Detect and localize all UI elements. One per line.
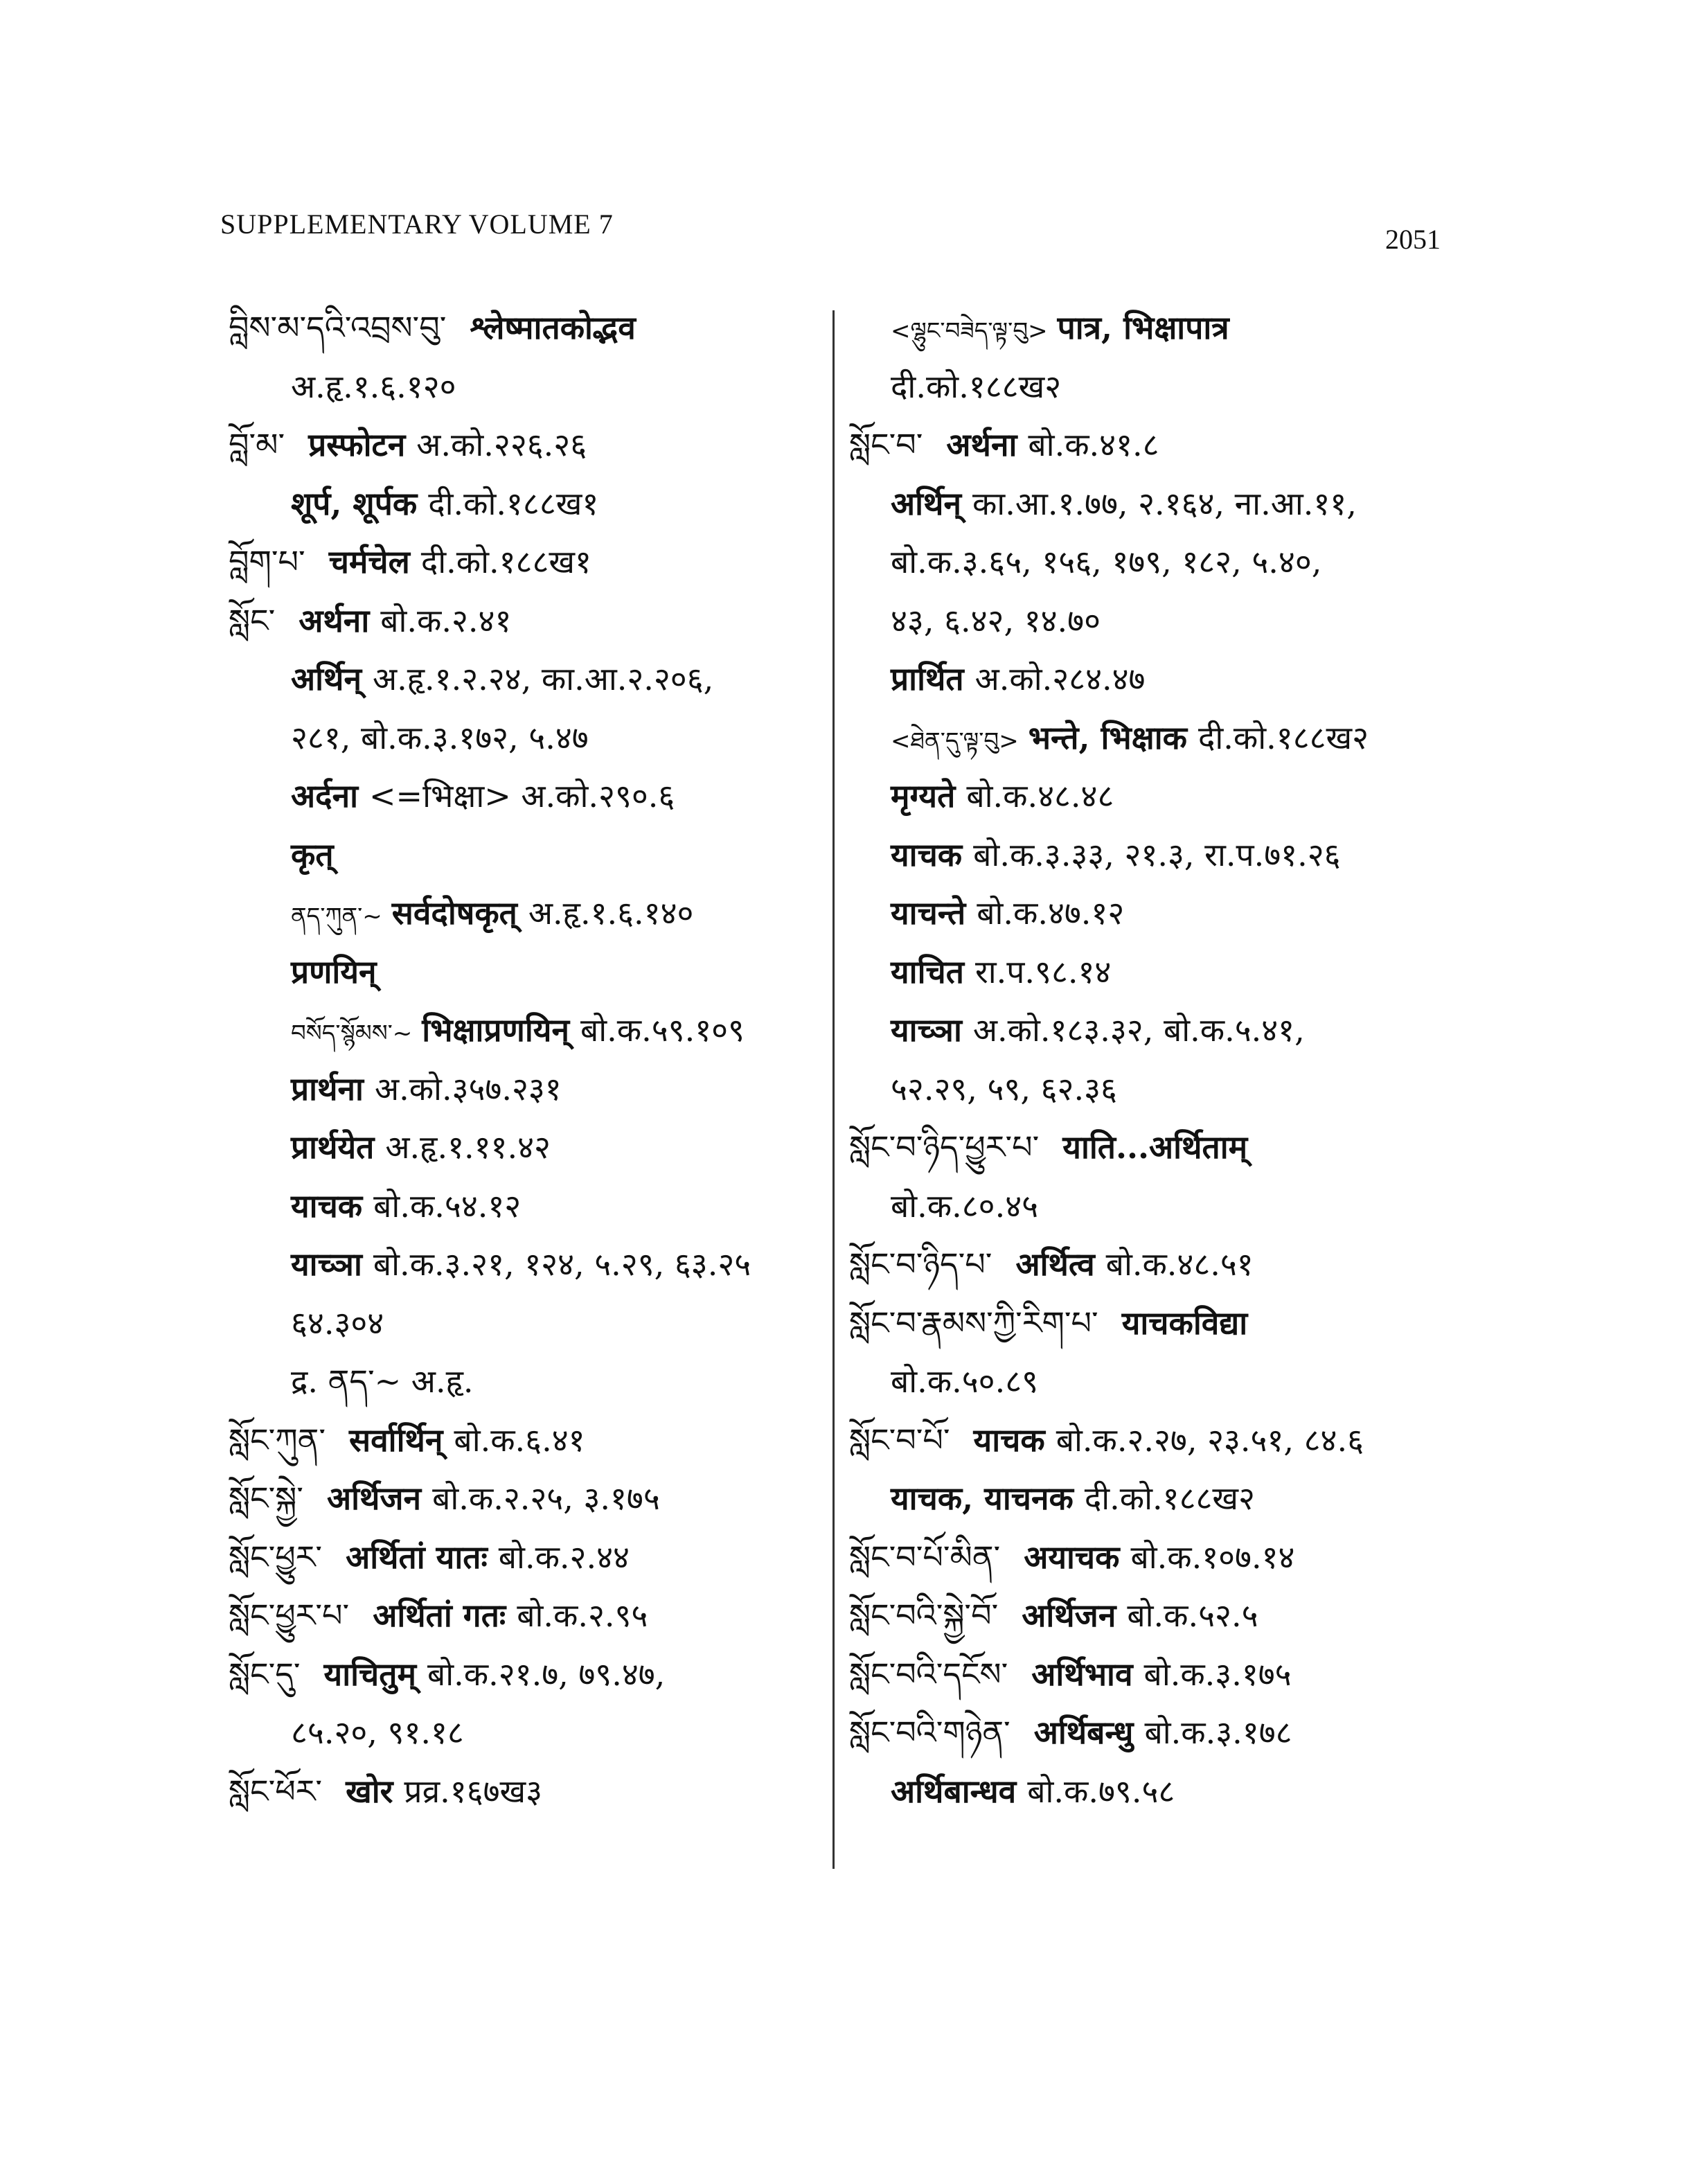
source-reference: अ.हृ.१.६.१२० bbox=[291, 367, 456, 405]
sanskrit-equivalent: अर्थिबान्धव bbox=[891, 1772, 1017, 1810]
entry-line bbox=[291, 1708, 464, 1757]
sanskrit-equivalent: अर्थित्व bbox=[1015, 1245, 1095, 1283]
entry-line bbox=[891, 831, 1341, 879]
source-reference: अ.को.३५७.२३१ bbox=[374, 1069, 562, 1108]
entry-line bbox=[291, 1182, 521, 1230]
entry-line bbox=[291, 1006, 745, 1054]
sanskrit-equivalent: अर्थितां गतः bbox=[373, 1597, 506, 1634]
tibetan-headword: སློང་བ་ཉིད་ཕྱུར་པ་ bbox=[849, 1128, 1040, 1166]
sanskrit-equivalent: अर्थिजन bbox=[326, 1480, 422, 1517]
entry-line bbox=[229, 596, 511, 645]
sanskrit-equivalent: भन्ते, भिक्षाक bbox=[1028, 718, 1187, 756]
entry-line bbox=[849, 1650, 1292, 1698]
sanskrit-equivalent: याचक bbox=[973, 1421, 1045, 1459]
source-reference: बो.क.३.६५, १५६, १७९, १८२, ५.४०, bbox=[891, 543, 1322, 580]
sanskrit-equivalent: चर्मचेल bbox=[328, 543, 410, 580]
entry-line bbox=[291, 1123, 551, 1171]
sanskrit-equivalent: सर्वदोषकृत् bbox=[391, 894, 517, 932]
tibetan-headword: སློང་བ་པོ་མིན་ bbox=[849, 1538, 1001, 1576]
source-reference: बो.क.५०.८९ bbox=[891, 1362, 1039, 1400]
page-number: 2051 bbox=[1385, 224, 1441, 255]
source-reference: दी.को.१८८ख१ bbox=[428, 484, 599, 522]
entry-line bbox=[229, 1650, 665, 1698]
running-header: SUPPLEMENTARY VOLUME 7 bbox=[220, 208, 614, 240]
source-reference: अ.हृ.१.६.१४० bbox=[528, 894, 694, 932]
entry-line bbox=[291, 889, 693, 937]
tibetan-headword: སློང་སྐྱེ་ bbox=[229, 1480, 303, 1517]
source-reference: <=भिक्षा> अ.को.२९०.६ bbox=[369, 777, 675, 815]
entry-line bbox=[291, 713, 589, 762]
entry-line bbox=[291, 1357, 474, 1405]
source-reference: अ.को.१८३.३२, बो.क.५.४१, bbox=[972, 1011, 1305, 1049]
entry-line bbox=[849, 420, 1159, 469]
entry-line bbox=[229, 1416, 585, 1464]
source-reference: बो.क.२.४१ bbox=[380, 601, 512, 639]
entry-line bbox=[291, 1065, 562, 1113]
source-reference: बो.क.२१.७, ७९.४७, bbox=[427, 1655, 666, 1693]
tibetan-headword: སློང་དུ་ bbox=[229, 1655, 301, 1693]
source-reference: द्र. ནད་~ अ.हृ. bbox=[291, 1362, 474, 1400]
tibetan-headword: སློང་བའི་དངོས་ bbox=[849, 1655, 1008, 1693]
sanskrit-equivalent: याचक bbox=[291, 1187, 363, 1225]
sanskrit-equivalent: याच्ञा bbox=[891, 1011, 962, 1049]
entry-line bbox=[891, 538, 1321, 586]
entry-line bbox=[891, 1182, 1038, 1230]
sanskrit-equivalent: शूर्प, शूर्पक bbox=[291, 484, 418, 522]
source-reference: दी.को.१८८ख१ bbox=[420, 543, 591, 580]
sanskrit-equivalent: याचित bbox=[891, 952, 964, 991]
sanskrit-equivalent: याचक bbox=[891, 835, 963, 873]
tibetan-headword: སློང་བ་ bbox=[849, 426, 923, 463]
source-reference: बो.क.२.२५, ३.१७५ bbox=[432, 1480, 660, 1517]
entry-line bbox=[891, 1767, 1175, 1815]
sanskrit-equivalent: सर्वार्थिन् bbox=[348, 1421, 443, 1459]
sanskrit-equivalent: याचकविद्या bbox=[1121, 1304, 1248, 1342]
entry-line bbox=[849, 1299, 1258, 1347]
source-reference: बो.क.३.१७५ bbox=[1143, 1655, 1292, 1693]
tibetan-headword: <ཐེན་དུ་ལྟ་བུ> bbox=[891, 727, 1019, 755]
entry-line bbox=[891, 1065, 1117, 1113]
tibetan-headword: བླིས་མ་དའི་འབྲས་བུ་ bbox=[229, 309, 447, 346]
sanskrit-equivalent: प्रस्फोटन bbox=[308, 426, 406, 463]
tibetan-headword: སློང་བ་ཉིད་པ་ bbox=[849, 1245, 992, 1283]
source-reference: दी.को.१८८ख२ bbox=[1197, 718, 1369, 756]
sanskrit-equivalent: कृत् bbox=[291, 835, 334, 873]
source-reference: बो.क.६.४१ bbox=[454, 1421, 585, 1459]
source-reference: का.आ.१.७७, २.१६४, ना.आ.११, bbox=[972, 484, 1357, 522]
sanskrit-equivalent: अर्थिबन्धु bbox=[1033, 1714, 1134, 1751]
tibetan-headword: སློང་བའི་སྐྱེ་བོ་ bbox=[849, 1597, 999, 1634]
sanskrit-equivalent: अर्थिभाव bbox=[1031, 1655, 1133, 1693]
entry-line bbox=[891, 948, 1111, 996]
entry-line bbox=[229, 303, 647, 352]
sanskrit-equivalent: अर्थना bbox=[299, 601, 370, 639]
source-reference: बो.क.४१.८ bbox=[1028, 426, 1159, 463]
source-reference: बो.क.२.४४ bbox=[498, 1538, 630, 1576]
entry-line bbox=[229, 1591, 648, 1640]
entry-line bbox=[849, 1533, 1294, 1581]
tibetan-headword: སློང་ཕྱུར་པ་ bbox=[229, 1597, 350, 1634]
source-reference: बो.क.२.२७, २३.५१, ८४.६ bbox=[1056, 1421, 1364, 1459]
sanskrit-equivalent: अयाचक bbox=[1024, 1538, 1120, 1576]
entry-line bbox=[891, 1006, 1305, 1054]
sanskrit-equivalent: याचितुम् bbox=[323, 1655, 416, 1693]
entry-line bbox=[291, 1299, 384, 1347]
entry-line bbox=[291, 948, 388, 996]
source-reference: बो.क.२.९५ bbox=[517, 1597, 648, 1634]
entry-line bbox=[229, 420, 587, 469]
source-reference: बो.क.८०.४५ bbox=[891, 1187, 1039, 1225]
tibetan-headword: བློག་པ་ bbox=[229, 543, 305, 580]
tibetan-headword: <ལྷུང་བཟེད་ལྟ་བུ> bbox=[891, 317, 1048, 345]
entry-line bbox=[891, 596, 1101, 645]
source-reference: बो.क.४८.४८ bbox=[966, 777, 1114, 815]
entry-line bbox=[891, 889, 1124, 937]
sanskrit-equivalent: श्लेष्मातकोद्भव bbox=[470, 309, 636, 346]
sanskrit-equivalent: खोर bbox=[346, 1772, 393, 1810]
entry-line bbox=[229, 1474, 660, 1522]
sanskrit-equivalent: प्रार्थना bbox=[291, 1069, 364, 1108]
source-reference: प्रव्र.१६७ख३ bbox=[404, 1772, 543, 1810]
sanskrit-equivalent: अर्दना bbox=[291, 777, 359, 815]
source-reference: बो.क.४८.५१ bbox=[1105, 1245, 1254, 1283]
entry-line bbox=[291, 831, 345, 879]
source-reference: अ.हृ.१.२.२४, का.आ.२.२०६, bbox=[372, 660, 714, 698]
source-reference: रा.प.९८.१४ bbox=[974, 952, 1112, 991]
entry-line bbox=[291, 362, 456, 411]
sanskrit-equivalent: याचक, याचनक bbox=[891, 1480, 1074, 1517]
sanskrit-equivalent: याति...अर्थिताम् bbox=[1062, 1128, 1248, 1166]
entry-line bbox=[891, 303, 1240, 352]
tibetan-headword: སློང་ bbox=[229, 601, 276, 639]
tibetan-headword: སློང་བ་པོ་ bbox=[849, 1421, 950, 1459]
tibetan-headword: བསོད་སྙོམས་~ bbox=[291, 1020, 413, 1047]
source-reference: बो.क.५२.५ bbox=[1127, 1597, 1258, 1634]
source-reference: बो.क.३.१७८ bbox=[1144, 1714, 1292, 1751]
source-reference: बो.क.७९.५८ bbox=[1027, 1772, 1175, 1810]
source-reference: अ.को.२८४.४७ bbox=[974, 660, 1146, 698]
source-reference: बो.क.१०७.१४ bbox=[1130, 1538, 1295, 1576]
sanskrit-equivalent: अर्थिजन bbox=[1022, 1597, 1116, 1634]
source-reference: बो.क.४७.१२ bbox=[977, 894, 1125, 932]
entry-line bbox=[891, 1357, 1038, 1405]
tibetan-headword: སློང་ཕྱུར་ bbox=[229, 1538, 323, 1576]
sanskrit-equivalent: पात्र, भिक्षापात्र bbox=[1057, 309, 1229, 346]
source-reference: दी.को.१८८ख२ bbox=[1084, 1480, 1255, 1517]
entry-line bbox=[849, 1123, 1258, 1171]
column-divider bbox=[832, 310, 835, 1869]
source-reference: बो.क.५४.१२ bbox=[373, 1187, 522, 1225]
source-reference: दी.को.१८८ख२ bbox=[891, 367, 1062, 405]
source-reference: ८५.२०, ९१.१८ bbox=[291, 1714, 464, 1751]
tibetan-headword: སློང་ཀུན་ bbox=[229, 1421, 326, 1459]
tibetan-headword: སློང་བའི་གཉེན་ bbox=[849, 1714, 1010, 1751]
sanskrit-equivalent: अर्थिन् bbox=[291, 660, 362, 698]
source-reference: २८१, बो.क.३.१७२, ५.४७ bbox=[291, 718, 589, 756]
tibetan-headword: སློང་ཕོར་ bbox=[229, 1772, 323, 1810]
source-reference: बो.क.३.३३, २१.३, रा.प.७१.२६ bbox=[973, 835, 1341, 873]
sanskrit-equivalent: याच्ञा bbox=[291, 1245, 362, 1283]
sanskrit-equivalent: प्रार्थयेत bbox=[291, 1128, 375, 1166]
entry-line bbox=[849, 1416, 1364, 1464]
entry-line bbox=[229, 1533, 630, 1581]
sanskrit-equivalent: प्रणयिन् bbox=[291, 952, 377, 991]
sanskrit-equivalent: प्रार्थित bbox=[891, 660, 964, 698]
sanskrit-equivalent: अर्थिन् bbox=[891, 484, 961, 522]
sanskrit-equivalent: अर्थना bbox=[946, 426, 1017, 463]
source-reference: ४३, ६.४२, १४.७० bbox=[891, 601, 1101, 639]
entry-line bbox=[849, 1240, 1254, 1288]
source-reference: ६४.३०४ bbox=[291, 1304, 384, 1342]
sanskrit-equivalent: अर्थितां यातः bbox=[346, 1538, 488, 1576]
entry-line bbox=[291, 479, 598, 528]
entry-line bbox=[891, 479, 1357, 528]
source-reference: ५२.२९, ५९, ६२.३६ bbox=[891, 1069, 1117, 1108]
sanskrit-equivalent: याचन्ते bbox=[891, 894, 966, 932]
source-reference: बो.क.५९.१०९ bbox=[580, 1011, 745, 1049]
tibetan-headword: ནད་ཀུན་~ bbox=[291, 903, 382, 930]
entry-line bbox=[849, 1591, 1258, 1640]
source-reference: अ.हृ.१.११.४२ bbox=[385, 1128, 551, 1166]
tibetan-headword: བློ་མ་ bbox=[229, 426, 285, 463]
entry-line bbox=[891, 1474, 1255, 1522]
source-reference: अ.को.२२६.२६ bbox=[416, 426, 587, 463]
entry-line bbox=[229, 538, 591, 586]
entry-line bbox=[291, 655, 713, 703]
entry-line bbox=[891, 772, 1114, 820]
entry-line bbox=[291, 1240, 751, 1288]
entry-line bbox=[229, 1767, 542, 1815]
entry-line bbox=[891, 362, 1061, 411]
sanskrit-equivalent: मृग्यते bbox=[891, 777, 956, 815]
entry-line bbox=[291, 772, 675, 820]
sanskrit-equivalent: भिक्षाप्रणयिन् bbox=[422, 1011, 569, 1049]
tibetan-headword: སློང་བ་རྣམས་ཀྱི་རིག་པ་ bbox=[849, 1304, 1098, 1342]
entry-line bbox=[849, 1708, 1292, 1757]
entry-line bbox=[891, 713, 1369, 762]
entry-line bbox=[891, 655, 1145, 703]
source-reference: बो.क.३.२१, १२४, ५.२९, ६३.२५ bbox=[373, 1245, 751, 1283]
